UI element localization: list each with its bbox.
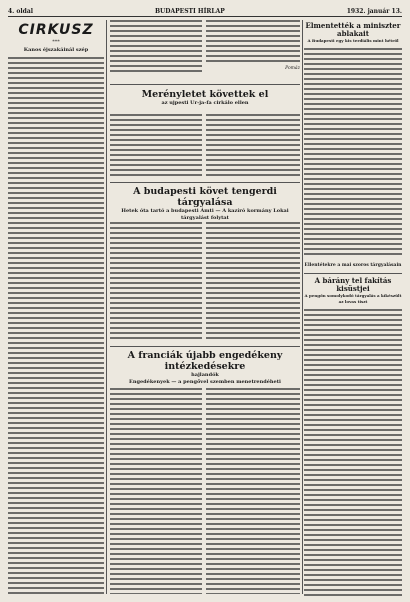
- issue-date: 1932. január 13.: [346, 7, 402, 15]
- signature: Pomáz: [285, 66, 300, 71]
- article-body: [110, 222, 202, 342]
- article-body: [110, 114, 202, 178]
- masthead: [8, 6, 402, 17]
- subheadline: Hetek óta tartó a budapesti Ámti — A kazíró kormány Lokai: [121, 208, 289, 214]
- article-body: [206, 114, 300, 178]
- article-body: [304, 309, 402, 596]
- subheadline: hajlandók: [191, 372, 219, 378]
- subheadline: A Budapesti egy kis terdiális mint hétről: [307, 38, 399, 43]
- subheadline: Engedékenyek — a pengővel szemben menetrendéheti: [129, 379, 281, 385]
- article-body: [304, 48, 402, 258]
- subheadline: Ellentétekre a mai szoros tárgyalásain: [304, 263, 402, 268]
- headline: A bárány tel fakítás kisüstjei: [314, 276, 392, 293]
- subheadline: az ujpesti Ur-ja-fa cirkálo ellen: [161, 100, 249, 106]
- subheadline: tárgyalást folytat: [181, 215, 229, 221]
- page-number: 4. oldal: [8, 7, 33, 15]
- article-body: [206, 222, 300, 342]
- column-rule: [106, 20, 107, 594]
- headline-block-3: [110, 346, 300, 386]
- headline-block-1: [110, 84, 300, 107]
- cirkusz-headline: CIRKUSZ: [18, 22, 94, 38]
- column-rule: [302, 20, 303, 594]
- headline: Elmentették a miniszter ablakait: [305, 21, 401, 38]
- column-1: [8, 20, 104, 596]
- cirkusz-subtitle: Kanos éjszakáinál szép: [23, 47, 89, 53]
- subheadline: A pengőn somolykodó tárgyalás a kíkészült az lovas tiszt: [304, 293, 402, 304]
- article-body: [206, 20, 300, 64]
- headline-block-2: [110, 182, 300, 222]
- headline: Merényletet követtek el: [141, 89, 269, 100]
- column-4: [304, 20, 402, 596]
- article-body: [8, 57, 104, 596]
- article-body: [110, 20, 202, 72]
- article-body: [206, 388, 300, 594]
- headline: A budapesti követ tengerdi tárgyalása: [133, 186, 277, 208]
- cirkusz-stars: ***: [52, 39, 60, 45]
- paper-name: BUDAPESTI HÍRLAP: [154, 7, 225, 15]
- headline: A franciák újabb engedékeny intézkedésekre: [127, 350, 283, 372]
- article-body: [110, 388, 202, 594]
